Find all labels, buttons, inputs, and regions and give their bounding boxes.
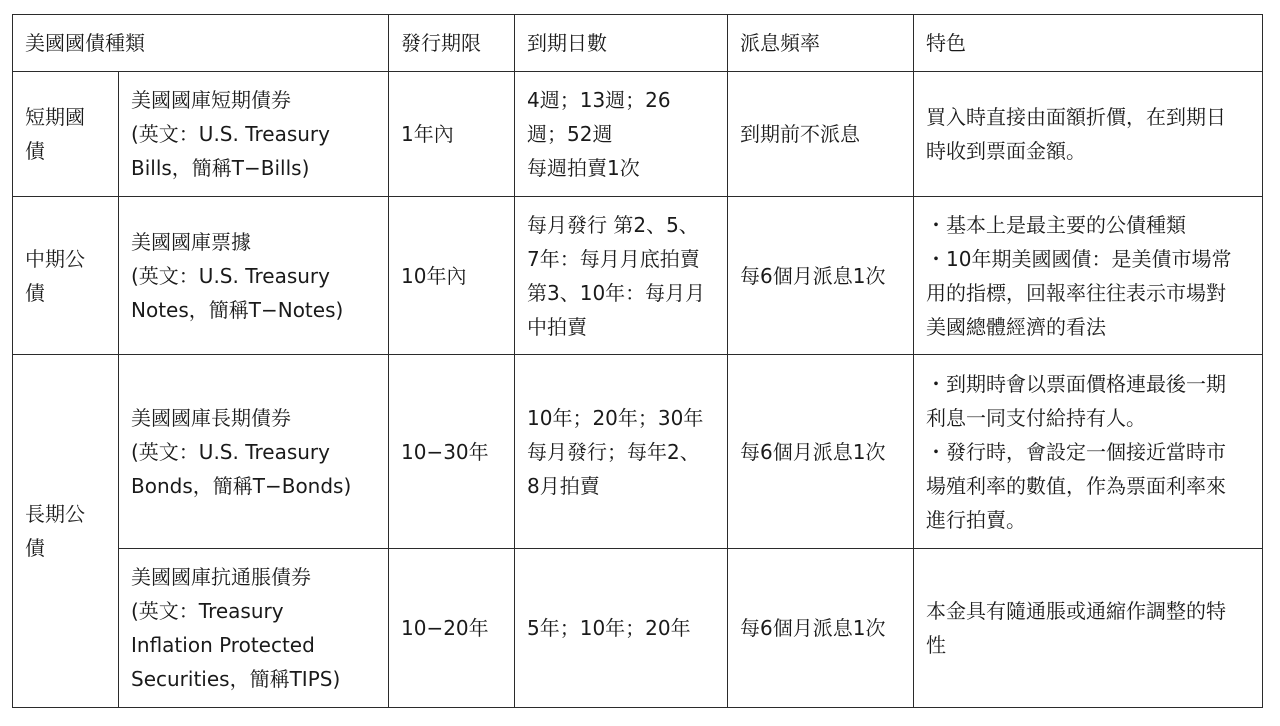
maturity-line: 第3、10年：每月月: [527, 280, 706, 305]
feature-cell: [914, 549, 1263, 708]
table-header-row: [13, 15, 1263, 72]
feature-cell: [914, 355, 1263, 549]
category-cell: [13, 197, 119, 355]
table-row: [13, 355, 1263, 549]
maturity-cell: [515, 355, 728, 549]
category-line: 短期國: [25, 105, 85, 129]
header-interest: 派息頻率: [728, 15, 914, 72]
maturity-line: 每月發行 第2、5、: [527, 212, 699, 237]
table-row: [13, 72, 1263, 197]
category-line: 債: [25, 536, 45, 560]
category-line: 債: [25, 139, 45, 163]
maturity-line: 週；52週: [527, 122, 613, 146]
bond-name-line: (英文：Treasury: [131, 599, 284, 623]
bond-name-cell: [119, 197, 389, 355]
feature-line: 用的指標，回報率往往表示市場對: [926, 280, 1226, 305]
term-cell: 10年內: [389, 197, 515, 355]
header-feature: 特色: [914, 15, 1263, 72]
bond-name-cell: [119, 72, 389, 197]
header-bond-type: 美國國債種類: [13, 15, 389, 72]
bond-name-line: 美國國庫票據: [131, 229, 251, 254]
feature-line: ・基本上是最主要的公債種類: [926, 212, 1186, 237]
bond-name-line: Bonds，簡稱T−Bonds): [131, 473, 352, 498]
bond-name-line: 美國國庫長期債券: [131, 405, 291, 430]
bond-name-line: (英文：U.S. Treasury: [131, 439, 330, 464]
feature-line: 時收到票面金額。: [926, 139, 1086, 163]
bond-name-line: Bills，簡稱T−Bills): [131, 156, 310, 180]
feature-line: 買入時直接由面額折價，在到期日: [926, 105, 1226, 129]
bond-name-cell: [119, 355, 389, 549]
bond-name-line: Notes，簡稱T−Notes): [131, 297, 344, 322]
feature-line: 美國總體經濟的看法: [926, 314, 1106, 339]
bond-name-line: 美國國庫抗通脹債券: [131, 565, 311, 589]
maturity-cell: [515, 549, 728, 708]
maturity-line: 4週；13週；26: [527, 88, 671, 112]
interest-cell: 每6個月派息1次: [728, 549, 914, 708]
treasury-bond-table: [12, 14, 1263, 708]
table-row: [13, 549, 1263, 708]
maturity-line: 5年；10年；20年: [527, 616, 691, 640]
feature-line: 進行拍賣。: [926, 507, 1026, 532]
maturity-line: 7年：每月月底拍賣: [527, 246, 700, 271]
category-line: 長期公: [25, 502, 85, 526]
term-cell: 10−30年: [389, 355, 515, 549]
category-cell: [13, 355, 119, 708]
interest-cell: 每6個月派息1次: [728, 197, 914, 355]
feature-line: 場殖利率的數值，作為票面利率來: [926, 473, 1226, 498]
feature-line: ・發行時，會設定一個接近當時市: [926, 439, 1226, 464]
maturity-line: 中拍賣: [527, 314, 587, 339]
maturity-line: 10年；20年；30年: [527, 405, 704, 430]
category-line: 中期公: [25, 246, 85, 271]
bond-name-line: 美國國庫短期債券: [131, 88, 291, 112]
header-maturity: 到期日數: [515, 15, 728, 72]
term-cell: 1年內: [389, 72, 515, 197]
category-cell: [13, 72, 119, 197]
maturity-cell: [515, 72, 728, 197]
feature-line: 本金具有隨通脹或通縮作調整的特: [926, 599, 1226, 623]
interest-cell: 每6個月派息1次: [728, 355, 914, 549]
header-term: 發行期限: [389, 15, 515, 72]
feature-cell: [914, 197, 1263, 355]
bond-name-cell: [119, 549, 389, 708]
bond-name-line: (英文：U.S. Treasury: [131, 263, 330, 288]
maturity-line: 8月拍賣: [527, 473, 600, 498]
feature-cell: [914, 72, 1263, 197]
category-line: 債: [25, 280, 45, 305]
maturity-line: 每月發行；每年2、: [527, 439, 700, 464]
feature-line: ・10年期美國國債：是美債市場常: [926, 246, 1232, 271]
term-cell: 10−20年: [389, 549, 515, 708]
bond-name-line: (英文：U.S. Treasury: [131, 122, 330, 146]
table-row: [13, 197, 1263, 355]
interest-cell: 到期前不派息: [728, 72, 914, 197]
bond-name-line: Inflation Protected: [131, 633, 315, 657]
treasury-table-container: [12, 14, 1263, 708]
feature-line: 性: [926, 633, 946, 657]
feature-line: 利息一同支付給持有人。: [926, 405, 1146, 430]
bond-name-line: Securities，簡稱TIPS): [131, 667, 341, 691]
feature-line: ・到期時會以票面價格連最後一期: [926, 371, 1226, 396]
maturity-line: 每週拍賣1次: [527, 156, 640, 180]
maturity-cell: [515, 197, 728, 355]
